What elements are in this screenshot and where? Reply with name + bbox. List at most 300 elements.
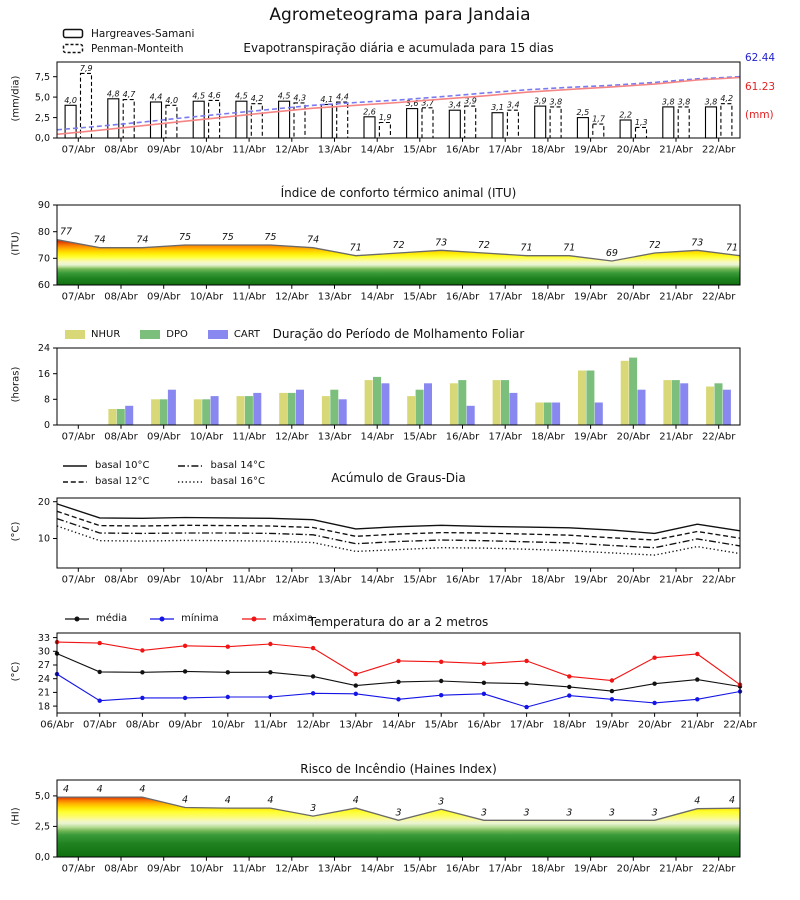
x-tick-label: 13/Abr [317,144,352,156]
bar-cart [168,390,176,425]
point-label: 74 [307,234,320,246]
data-point-marker [226,670,230,674]
x-tick-label: 19/Abr [573,863,608,875]
bar-label-hargreaves: 2,6 [363,107,376,117]
point-label: 3 [310,803,317,815]
bar-penman [636,127,647,138]
x-tick-label: 18/Abr [531,144,565,156]
bar-label-hargreaves: 3,4 [448,100,462,110]
bar-label-penman: 3,8 [549,97,563,107]
data-point-marker [354,683,358,687]
data-point-marker [439,679,443,683]
bar-penman [422,108,433,138]
page-title: Agrometeograma para Jandaia [269,5,531,25]
haines-area-fill [57,794,740,857]
x-tick-label: 17/Abr [488,144,522,156]
x-tick-label: 11/Abr [232,863,266,875]
legend-label: NHUR [91,329,121,340]
graus-dia-legend [62,459,265,488]
bar-dpo [373,377,381,425]
bar-cart [552,403,560,426]
data-point-marker [226,695,230,699]
y-tick-label: 30 [37,646,50,658]
point-label: 71 [563,242,576,254]
x-tick-label: 19/Abr [595,719,629,731]
x-tick-label: 08/Abr [104,574,138,586]
data-point-marker [311,646,315,650]
x-tick-label: 22/Abr [701,574,736,586]
data-point-marker [695,697,699,701]
bar-hargreaves [620,120,631,138]
x-tick-label: 17/Abr [509,719,544,731]
bar-hargreaves [364,117,375,138]
x-tick-label: 09/Abr [146,863,181,875]
x-tick-label: 07/Abr [61,574,96,586]
bar-label-hargreaves: 4,5 [235,91,248,101]
y-tick-label: 7,5 [34,71,50,83]
bar-penman [465,106,476,138]
legend-item-basal14 [177,459,264,472]
x-tick-label: 19/Abr [573,431,608,443]
legend-label: média [96,613,128,624]
itu-title: Índice de conforto térmico animal (ITU) [280,186,517,200]
bar-nhur [194,399,202,425]
bar-label-penman: 4,3 [293,93,307,103]
bar-penman [507,110,518,138]
molhamento-title: Duração do Período de Molhamento Foliar [272,327,525,341]
point-label: 75 [264,232,277,243]
nhur-swatch-icon [65,330,85,339]
bar-label-penman: 3,8 [677,97,691,107]
data-point-marker [183,669,187,673]
data-point-marker [695,677,699,681]
bar-dpo [715,383,723,425]
x-tick-label: 16/Abr [445,144,480,156]
x-tick-label: 07/Abr [61,431,96,443]
legend-label: basal 14°C [210,460,265,471]
data-point-marker [567,674,571,678]
y-tick-label: 0,0 [34,133,50,145]
bar-label-penman: 1,9 [378,113,392,122]
data-point-marker [482,681,486,685]
bar-penman [379,123,390,139]
data-point-marker [140,670,144,674]
dotted-line-swatch-icon [177,477,203,487]
x-tick-label: 12/Abr [275,291,309,303]
bar-nhur [578,371,586,426]
bar-label-hargreaves: 3,6 [405,99,419,109]
bar-label-hargreaves: 3,1 [491,103,504,113]
legend-item-media [64,613,127,624]
maxima-line-marker-swatch-icon [241,614,267,624]
x-tick-label: 07/Abr [82,719,117,731]
bar-penman [294,103,305,138]
x-tick-label: 15/Abr [403,144,437,156]
legend-item-nhur [65,329,120,340]
bar-label-penman: 4,2 [250,94,264,104]
bar-nhur [151,399,159,425]
legend-item-hargreaves [62,26,194,41]
x-tick-label: 14/Abr [360,863,394,875]
data-point-marker [652,656,656,660]
x-tick-label: 08/Abr [104,863,138,875]
x-tick-label: 21/Abr [680,719,715,731]
minima-line-marker-swatch-icon [149,614,175,624]
point-label: 3 [523,807,530,819]
data-point-marker [652,701,656,705]
x-tick-label: 13/Abr [317,291,352,303]
bar-label-penman: 7,9 [79,63,93,73]
x-tick-label: 13/Abr [317,574,352,586]
haines-plot [35,780,740,875]
data-point-marker [226,645,230,649]
y-tick-label: 16 [37,368,50,380]
y-tick-label: 60 [37,280,50,292]
graus-dia-plot [38,497,740,586]
x-tick-label: 15/Abr [403,574,437,586]
legend-label: máxima [272,613,314,624]
y-tick-label: 0 [43,420,50,432]
x-tick-label: 10/Abr [189,863,224,875]
point-label: 74 [93,234,106,246]
evapotranspiracao-plot [35,62,740,156]
x-tick-label: 19/Abr [573,574,608,586]
data-point-marker [140,648,144,652]
bar-cart [638,390,646,425]
x-tick-label: 14/Abr [381,719,416,731]
bar-dpo [629,358,637,425]
legend-label: Penman-Monteith [91,42,184,55]
point-label: 75 [221,232,234,243]
y-tick-label: 70 [37,253,50,265]
data-point-marker [268,695,272,699]
y-tick-label: 0,0 [34,852,50,864]
evapotranspiracao-legend [62,26,194,56]
point-label: 3 [395,807,402,819]
bar-cart [339,399,347,425]
x-tick-label: 20/Abr [616,144,651,156]
x-tick-label: 15/Abr [403,431,437,443]
point-label: 75 [179,232,192,243]
y-tick-label: 5,0 [34,92,50,104]
dpo-swatch-icon [140,330,160,339]
x-tick-label: 10/Abr [189,291,224,303]
x-tick-label: 21/Abr [659,574,693,586]
y-tick-label: 33 [37,632,50,644]
data-point-marker [610,689,614,693]
x-tick-label: 14/Abr [360,574,394,586]
itu-plot [38,200,740,302]
y-tick-label: 27 [37,660,50,672]
x-tick-label: 22/Abr [701,291,736,303]
x-tick-label: 20/Abr [637,719,672,731]
legend-label: DPO [166,329,188,340]
haines-ylabel: (HI) [10,807,22,826]
dashdot-line-swatch-icon [177,461,203,471]
temperatura-title: Temperatura do ar a 2 metros [308,615,489,629]
point-label: 3 [438,796,445,808]
x-tick-label: 09/Abr [146,574,181,586]
x-tick-label: 21/Abr [659,863,693,875]
bar-hargreaves [706,107,717,138]
point-label: 72 [648,240,661,251]
point-label: 3 [480,807,487,819]
x-tick-label: 10/Abr [189,574,224,586]
solid-line-swatch-icon [62,461,88,471]
point-label: 71 [725,242,739,254]
bar-label-hargreaves: 4,0 [64,95,77,105]
legend-label: basal 12°C [95,476,150,487]
x-tick-label: 07/Abr [61,144,96,156]
bar-label-penman: 3,7 [421,98,435,108]
bar-cart [125,406,133,425]
point-label: 4 [96,784,103,796]
x-tick-label: 12/Abr [275,431,309,443]
bar-label-penman: 3,4 [506,100,520,110]
point-label: 74 [136,234,149,246]
itu-ylabel: (ITU) [10,231,22,256]
data-point-marker [354,692,358,696]
series-line-basal-12°C [57,511,740,540]
x-tick-label: 14/Abr [360,431,394,443]
bar-dpo [501,380,509,425]
graus-dia-title: Acúmulo de Graus-Dia [331,471,466,485]
x-tick-label: 11/Abr [232,574,266,586]
legend-item-maxima [241,613,313,624]
bar-label-hargreaves: 3,8 [704,97,718,107]
data-point-marker [524,705,528,709]
x-tick-label: 14/Abr [360,291,394,303]
x-tick-label: 09/Abr [146,431,181,443]
y-tick-label: 18 [37,701,50,713]
point-label: 77 [59,226,73,238]
point-label: 4 [694,795,701,807]
bar-penman [123,100,134,138]
bar-penman [550,107,561,138]
point-label: 4 [182,794,189,806]
bar-dpo [288,393,296,425]
x-tick-label: 20/Abr [616,431,651,443]
legend-item-basal12 [62,475,149,488]
point-label: 3 [566,807,573,819]
x-tick-label: 13/Abr [339,719,373,731]
bar-dpo [245,396,253,425]
x-tick-label: 15/Abr [424,719,458,731]
bar-cart [595,403,603,426]
bar-penman [251,104,262,138]
bar-dpo [160,399,168,425]
x-tick-label: 21/Abr [659,431,693,443]
data-point-marker [524,682,528,686]
data-point-marker [311,674,315,678]
point-label: 73 [435,237,448,249]
x-tick-label: 13/Abr [317,431,352,443]
bar-label-penman: 4,0 [165,95,179,105]
graus-dia-axis-frame [57,498,740,568]
bar-label-penman: 1,3 [634,117,648,127]
point-label: 4 [267,795,274,807]
x-tick-label: 22/Abr [701,431,736,443]
bar-hargreaves [535,106,546,138]
series-line-máxima [57,642,740,685]
x-tick-label: 08/Abr [104,291,138,303]
bar-cart [296,390,304,425]
data-point-marker [183,696,187,700]
bar-label-hargreaves: 4,8 [106,89,120,99]
data-point-marker [567,685,571,689]
data-point-marker [183,644,187,648]
data-point-marker [610,678,614,682]
bar-hargreaves [279,101,290,138]
molhamento-ylabel: (horas) [10,366,22,403]
series-line-mínima [57,674,740,707]
point-label: 69 [605,248,618,259]
data-point-marker [567,693,571,697]
bar-label-penman: 4,6 [208,90,221,100]
bar-dpo [117,409,125,425]
bar-nhur [450,383,458,425]
bar-penman [337,102,348,138]
data-point-marker [268,670,272,674]
legend-item-basal10 [62,459,149,472]
point-label: 4 [352,795,359,807]
bar-label-penman: 4,7 [122,90,136,100]
bar-hargreaves [321,105,332,139]
bar-label-hargreaves: 2,5 [576,108,590,118]
bar-cart [253,393,261,425]
solid-bar-swatch-icon [62,28,84,39]
x-tick-label: 11/Abr [232,431,266,443]
x-tick-label: 09/Abr [146,144,181,156]
x-tick-label: 11/Abr [253,719,288,731]
point-label: 71 [349,242,362,254]
bar-penman [593,124,604,138]
temperatura-legend [64,613,313,624]
bar-dpo [416,390,424,425]
bar-label-penman: 4,2 [720,94,734,104]
x-tick-label: 18/Abr [552,719,587,731]
data-point-marker [98,641,102,645]
bar-label-penman: 1,7 [592,114,605,124]
data-point-marker [311,691,315,695]
bar-cart [381,383,389,425]
bar-hargreaves [663,107,674,138]
temperatura-ylabel: (°C) [10,661,22,682]
dashed-bar-swatch-icon [62,43,84,54]
x-tick-label: 18/Abr [531,863,565,875]
bar-hargreaves [577,118,588,138]
point-label: 72 [392,240,405,251]
temperatura-plot [38,633,758,731]
data-point-marker [439,693,443,697]
molhamento-plot [38,343,740,442]
bar-hargreaves [449,110,460,138]
x-tick-label: 19/Abr [573,291,608,303]
x-tick-label: 07/Abr [61,291,96,303]
bar-nhur [663,380,671,425]
data-point-marker [396,697,400,701]
data-point-marker [354,672,358,676]
x-tick-label: 12/Abr [275,144,309,156]
x-tick-label: 16/Abr [445,291,480,303]
x-tick-label: 08/Abr [125,719,160,731]
graus-dia-ylabel: (°C) [10,521,22,542]
bar-label-hargreaves: 3,8 [661,97,675,107]
y-tick-label: 24 [37,343,50,355]
bar-hargreaves [108,99,119,138]
y-tick-label: 24 [37,673,50,685]
x-tick-label: 09/Abr [168,719,202,731]
bar-label-penman: 3,9 [464,96,477,106]
media-line-marker-swatch-icon [64,614,90,624]
bar-nhur [706,387,714,426]
bar-dpo [544,403,552,426]
bar-hargreaves [492,113,503,138]
data-point-marker [268,642,272,646]
legend-label: mínima [181,613,219,624]
bar-label-penman: 4,4 [336,92,349,102]
data-point-marker [396,680,400,684]
x-tick-label: 20/Abr [616,574,651,586]
bar-label-hargreaves: 4,4 [149,92,163,102]
bar-hargreaves [236,101,247,138]
y-tick-label: 90 [37,200,50,212]
data-point-marker [482,661,486,665]
bar-nhur [237,396,245,425]
x-tick-label: 20/Abr [616,863,651,875]
point-label: 73 [691,237,704,249]
x-tick-label: 22/Abr [723,719,757,731]
bar-nhur [621,361,629,425]
x-tick-label: 17/Abr [488,863,522,875]
x-tick-label: 13/Abr [317,863,352,875]
x-tick-label: 12/Abr [275,574,309,586]
molhamento-legend [65,329,260,340]
legend-label: basal 10°C [95,460,150,471]
data-point-marker [610,697,614,701]
haines-title: Risco de Incêndio (Haines Index) [300,762,497,776]
bar-nhur [493,380,501,425]
legend-label: Hargreaves-Samani [91,27,195,40]
legend-item-penman [62,41,194,56]
point-label: 4 [139,784,146,796]
evapotranspiracao-title: Evapotranspiração diária e acumulada para 15 dias [243,41,554,55]
bar-hargreaves [407,109,418,138]
x-tick-label: 10/Abr [211,719,245,731]
legend-item-basal16 [177,475,264,488]
x-tick-label: 20/Abr [616,291,651,303]
bar-dpo [458,380,466,425]
y-tick-label: 10 [37,533,50,545]
data-point-marker [524,659,528,663]
data-point-marker [695,652,699,656]
x-tick-label: 16/Abr [467,719,501,731]
y-tick-label: 5,0 [34,791,50,803]
bar-dpo [586,371,594,426]
data-point-marker [396,659,400,663]
x-tick-label: 07/Abr [61,863,96,875]
x-tick-label: 12/Abr [296,719,330,731]
dashed-line-swatch-icon [62,477,88,487]
point-label: 4 [62,784,70,796]
x-tick-label: 22/Abr [701,144,736,156]
x-tick-label: 18/Abr [531,431,565,443]
bar-penman [721,104,732,138]
legend-label: CART [233,329,261,340]
bar-cart [723,390,731,425]
x-tick-label: 18/Abr [531,574,565,586]
point-label: 71 [520,242,533,254]
